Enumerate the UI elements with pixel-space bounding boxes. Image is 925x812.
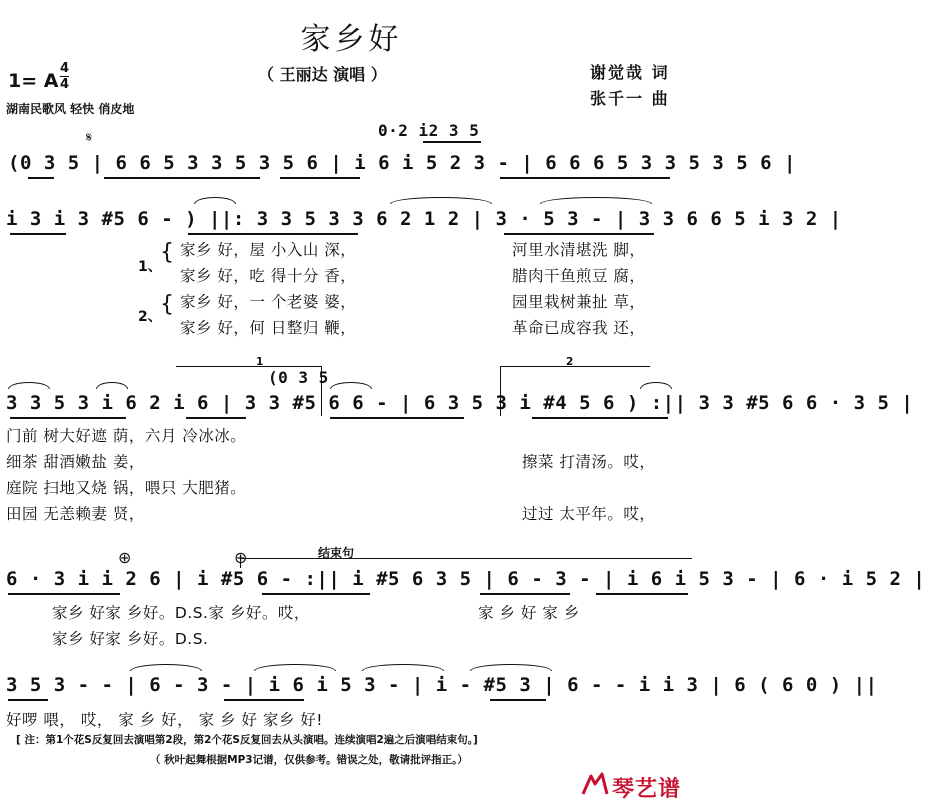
segno-icon: 𝄋 bbox=[86, 130, 93, 146]
end-phrase-label: 结束句 bbox=[318, 546, 355, 560]
lyric-line-3c: 庭院 扫地又烧 锅，喂只 大肥猪。 bbox=[6, 479, 247, 497]
row3-paren-notes: (0 3 5 bbox=[268, 368, 329, 387]
verse2-line-b-right: 革命已成容我 还， bbox=[512, 319, 646, 337]
lyric-line-3d: 田园 无恙赖妻 贤， bbox=[6, 505, 145, 523]
verse1-brace: { bbox=[160, 240, 174, 265]
performer-subtitle: （ 王丽达 演唱 ） bbox=[258, 65, 387, 84]
verse1-label: 1、 bbox=[138, 259, 162, 275]
lyric-line-4b: 家乡 好家 乡好。D.S. bbox=[52, 630, 209, 648]
lyric-line-3a: 门前 树大好遮 荫，六月 冷冰冰。 bbox=[6, 427, 247, 445]
music-row-1: (0 3 5 | 6 6 5 3 3 5 3 5 6 | i 6 i 5 2 3 - | 6 6 6 5 3 3 5 3 5 6 | bbox=[8, 152, 796, 174]
brand-logo-icon bbox=[580, 772, 610, 802]
lyric-line-4a: 家乡 好家 乡好。D.S.家 乡好。哎， bbox=[52, 604, 310, 622]
verse2-line-a: 家乡 好，一 个老婆 婆， bbox=[180, 293, 357, 311]
verse1-line-a-right: 河里水清堪洗 脚， bbox=[512, 241, 646, 259]
key-signature: 1= A bbox=[8, 70, 59, 92]
music-row-4: 6 · 3 i i 2 6 | i #5 6 - :|| i #5 6 3 5 | 6 - 3 - | i 6 i 5 3 - | 6 · i 5 2 | bbox=[6, 568, 925, 590]
lyricist-credit: 谢觉哉 词 bbox=[590, 63, 670, 82]
music-row-2: i 3 i 3 #5 6 - ) ||: 3 3 5 3 3 6 2 1 2 | 3 · 5 3 - | 3 3 6 6 5 i 3 2 | bbox=[6, 208, 842, 230]
verse2-line-b: 家乡 好，何 日整归 鞭， bbox=[180, 319, 357, 337]
lyric-line-5: 好啰 喂， 哎， 家 乡 好， 家 乡 好 家乡 好! bbox=[6, 711, 323, 729]
page-title: 家乡好 bbox=[300, 22, 403, 57]
style-marking: 湖南民歌风 轻快 俏皮地 bbox=[6, 102, 135, 116]
time-signature bbox=[60, 62, 69, 91]
footer-note-1: [ 注：第1个花S反复回去演唱第2段，第2个花S反复回去从头演唱。连续演唱2遍之后演唱结束句。] bbox=[16, 734, 478, 746]
time-top: 4 bbox=[60, 61, 70, 76]
lyric-line-4a-right: 家 乡 好 家 乡 bbox=[478, 604, 580, 622]
verse2-line-a-right: 园里栽树兼扯 草， bbox=[512, 293, 646, 311]
pickup-notes: 0·2 i2 3 5 bbox=[378, 121, 480, 140]
coda-icon-2: ⊕ bbox=[234, 548, 248, 567]
coda-icon: ⊕ bbox=[118, 548, 132, 567]
music-row-3: 3 3 5 3 i 6 2 i 6 | 3 3 #5 6 6 - | 6 3 5 3 i #4 5 6 ) :|| 3 3 #5 6 6 · 3 5 | bbox=[6, 392, 914, 414]
lyric-line-3d-right: 过过 太平年。哎， bbox=[522, 505, 656, 523]
time-bottom: 4 bbox=[60, 77, 70, 92]
verse1-line-a: 家乡 好，屋 小入山 深， bbox=[180, 241, 357, 259]
verse2-brace: { bbox=[160, 292, 174, 317]
lyric-line-3b-right: 擦菜 打清汤。哎， bbox=[522, 453, 656, 471]
volta-2-label: 2 bbox=[566, 356, 574, 368]
verse1-line-b: 家乡 好，吃 得十分 香， bbox=[180, 267, 357, 285]
brand-name: 琴艺谱 bbox=[612, 777, 682, 802]
verse1-line-b-right: 腊肉干鱼煎豆 腐， bbox=[512, 267, 646, 285]
lyric-line-3b: 细茶 甜酒嫩盐 姜， bbox=[6, 453, 145, 471]
footer-note-2: （ 秋叶起舞根据MP3记谱，仅供参考。错误之处，敬请批评指正。） bbox=[150, 754, 468, 766]
verse2-label: 2、 bbox=[138, 309, 162, 325]
music-row-5: 3 5 3 - - | 6 - 3 - | i 6 i 5 3 - | i - #5 3 | 6 - - i i 3 | 6 ( 6 0 ) || bbox=[6, 674, 878, 696]
composer-credit: 张千一 曲 bbox=[590, 89, 670, 108]
volta-1-label: 1 bbox=[256, 356, 264, 368]
